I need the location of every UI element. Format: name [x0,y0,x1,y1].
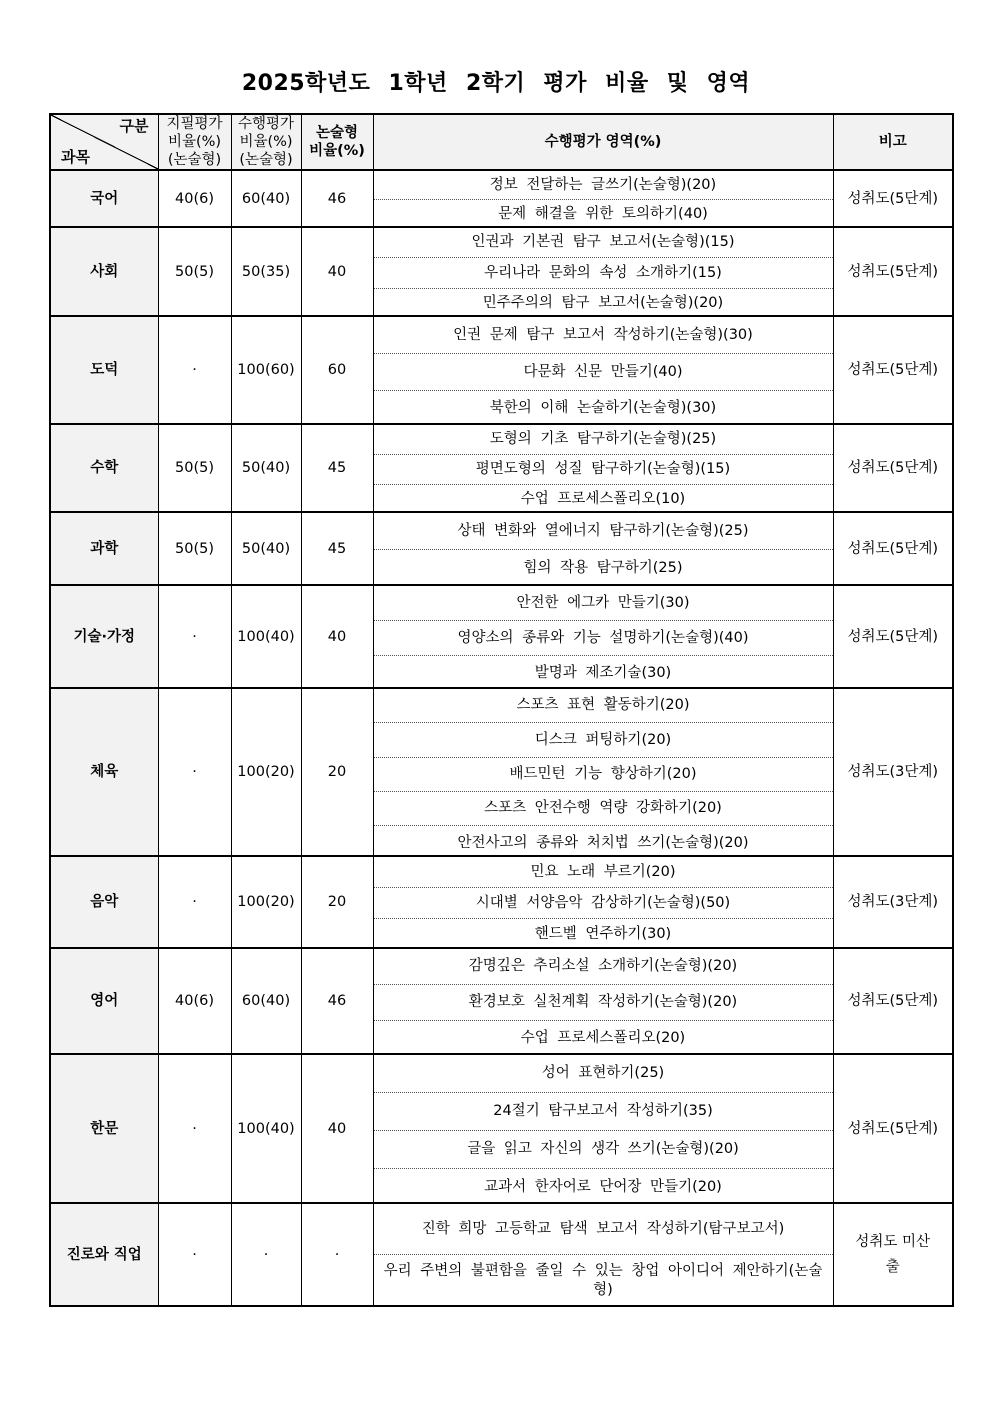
area-list [374,857,833,947]
area-item: 민주주의의 탐구 보고서(논술형)(20) [374,288,833,318]
header-essay [301,114,373,170]
table-row [50,170,953,227]
essay-ratio-cell: 60 [301,316,373,424]
note-text: 성취도(5단계) [847,540,939,557]
header-division: 구분 [119,117,149,135]
header-performance-line: (논술형) [239,152,293,169]
header-performance [231,114,301,170]
essay-ratio-cell: 20 [301,856,373,948]
performance-areas-cell [373,227,833,316]
area-item: 시대별 서양음악 감상하기(논술형)(50) [374,887,833,918]
area-item: 진학 희망 고등학교 탐색 보고서 작성하기(탐구보고서) [421,1220,785,1237]
written-ratio-cell: · [158,316,231,424]
area-item: 스포츠 표현 활동하기(20) [516,697,690,714]
table-row [50,856,953,948]
written-ratio-cell: · [158,585,231,688]
header-written-line: (논술형) [167,152,222,169]
area-item: 북한의 이해 논술하기(논술형)(30) [374,390,833,426]
note-cell [833,170,953,227]
written-ratio-cell: 50(5) [158,424,231,512]
area-item: 힘의 작용 탐구하기(25) [374,549,833,586]
table-row [50,688,953,856]
performance-ratio-cell: 50(40) [231,424,301,512]
subject-cell: 한문 [50,1054,158,1203]
performance-ratio-cell: 100(40) [231,1054,301,1203]
area-item: 성어 표현하기(25) [541,1065,665,1082]
essay-ratio-cell: · [301,1203,373,1306]
performance-ratio-cell: 100(60) [231,316,301,424]
table-row [50,512,953,585]
area-item: 감명깊은 추리소설 소개하기(논술형)(20) [468,958,738,975]
table-row [50,316,953,424]
performance-areas-cell [373,948,833,1054]
header-essay-line: 비율(%) [309,143,365,160]
performance-ratio-cell: 100(40) [231,585,301,688]
performance-areas-cell [373,1054,833,1203]
essay-ratio-cell: 46 [301,170,373,227]
essay-ratio-cell: 40 [301,585,373,688]
area-list [374,513,833,584]
written-ratio-cell: 40(6) [158,948,231,1054]
evaluation-table [49,113,954,1307]
table-row [50,948,953,1054]
subject-cell: 영어 [50,948,158,1054]
area-list [374,586,833,687]
written-ratio-cell: 50(5) [158,227,231,316]
header-written-line: 지필평가 [166,116,223,132]
area-item: 디스크 퍼팅하기(20) [374,722,833,757]
performance-ratio-cell: 60(40) [231,170,301,227]
essay-ratio-cell: 46 [301,948,373,1054]
area-item: 다문화 신문 만들기(40) [374,353,833,390]
subject-cell: 과학 [50,512,158,585]
header-areas: 수행평가 영역(%) [373,114,833,170]
area-item: 평면도형의 성질 탐구하기(논술형)(15) [374,454,833,484]
header-performance-line: 수행평가 [237,116,295,132]
table-row [50,1054,953,1203]
area-item: 영양소의 종류와 기능 설명하기(논술형)(40) [374,620,833,655]
area-list [374,949,833,1053]
area-item: 수업 프로세스폴리오(20) [374,1020,833,1056]
written-ratio-cell: 50(5) [158,512,231,585]
area-item: 24절기 탐구보고서 작성하기(35) [374,1092,833,1130]
area-list [374,1204,833,1305]
header-written-line: 비율(%) [167,134,222,151]
written-ratio-cell: · [158,856,231,948]
subject-cell: 도덕 [50,316,158,424]
table-row [50,424,953,512]
area-item: 스포츠 안전수행 역량 강화하기(20) [374,791,833,825]
area-item: 인권 문제 탐구 보고서 작성하기(논술형)(30) [453,326,753,343]
subject-cell: 사회 [50,227,158,316]
note-cell [833,1054,953,1203]
subject-cell: 음악 [50,856,158,948]
performance-ratio-cell: 50(35) [231,227,301,316]
table-body [50,114,953,1306]
performance-ratio-cell: 60(40) [231,948,301,1054]
written-ratio-cell: · [158,1203,231,1306]
note-text: 성취도(3단계) [847,764,939,781]
performance-areas-cell [373,688,833,856]
area-list [374,689,833,855]
header-subject: 과목 [61,147,90,166]
area-item: 정보 전달하는 글쓰기(논술형)(20) [489,176,717,193]
performance-ratio-cell: · [231,1203,301,1306]
page-title: 2025학년도 1학년 2학기 평가 비율 및 영역 [241,71,751,96]
written-ratio-cell: · [158,1054,231,1203]
performance-ratio-cell: 100(20) [231,856,301,948]
note-cell [833,948,953,1054]
performance-areas-cell [373,1203,833,1306]
area-list [374,171,833,226]
note-text: 성취도(5단계) [847,190,939,207]
essay-ratio-cell: 45 [301,424,373,512]
performance-ratio-cell: 50(40) [231,512,301,585]
area-item: 우리나라 문화의 속성 소개하기(15) [374,257,833,288]
performance-ratio-cell: 100(20) [231,688,301,856]
note-cell [833,227,953,316]
subject-cell: 기술·가정 [50,585,158,688]
area-item: 글을 읽고 자신의 생각 쓰기(논술형)(20) [374,1130,833,1168]
note-text: 성취도(3단계) [847,894,939,911]
note-cell [833,585,953,688]
area-item: 인권과 기본권 탐구 보고서(논술형)(15) [471,234,735,251]
area-list [374,317,833,423]
header-essay-line: 논술형 [315,125,359,142]
header-note: 비고 [833,114,953,170]
note-text: 성취도(5단계) [847,362,939,379]
area-item: 도형의 기초 탐구하기(논술형)(25) [489,431,717,448]
subject-cell: 수학 [50,424,158,512]
performance-areas-cell [373,316,833,424]
subject-cell: 국어 [50,170,158,227]
note-text: 성취도(5단계) [847,1120,939,1137]
area-item: 발명과 제조기술(30) [374,655,833,690]
area-item: 문제 해결을 위한 토의하기(40) [374,199,833,228]
subject-cell: 진로와 직업 [50,1203,158,1306]
table-row [50,585,953,688]
note-cell [833,1203,953,1306]
area-item: 우리 주변의 불편함을 줄일 수 있는 창업 아이디어 제안하기(논술형) [374,1254,833,1307]
subject-cell: 체육 [50,688,158,856]
note-text: 성취도(5단계) [847,460,939,477]
note-text: 성취도 미산출 [855,1234,931,1275]
written-ratio-cell: 40(6) [158,170,231,227]
note-cell [833,688,953,856]
area-list [374,425,833,511]
performance-areas-cell [373,585,833,688]
performance-areas-cell [373,856,833,948]
note-cell [833,316,953,424]
area-item: 민요 노래 부르기(20) [530,863,676,880]
note-text: 성취도(5단계) [847,628,939,645]
table-row [50,227,953,316]
note-text: 성취도(5단계) [847,993,939,1010]
table-row [50,1203,953,1306]
header-diagonal-cell [50,114,158,170]
area-item: 핸드벨 연주하기(30) [374,918,833,950]
area-item: 안전한 에그카 만들기(30) [516,594,690,611]
area-list [374,1055,833,1202]
note-cell [833,424,953,512]
essay-ratio-cell: 40 [301,1054,373,1203]
area-item: 배드민턴 기능 향상하기(20) [374,757,833,791]
area-item: 수업 프로세스폴리오(10) [374,484,833,514]
performance-areas-cell [373,424,833,512]
area-item: 안전사고의 종류와 처치법 쓰기(논술형)(20) [374,825,833,860]
essay-ratio-cell: 40 [301,227,373,316]
area-item: 상태 변화와 열에너지 탐구하기(논술형)(25) [457,522,749,539]
note-text: 성취도(5단계) [847,263,939,280]
area-item: 환경보호 실천계획 작성하기(논술형)(20) [374,984,833,1020]
performance-areas-cell [373,170,833,227]
essay-ratio-cell: 45 [301,512,373,585]
header-written [158,114,231,170]
area-list [374,228,833,315]
header-row [50,114,953,170]
header-performance-line: 비율(%) [239,134,293,151]
essay-ratio-cell: 20 [301,688,373,856]
area-item: 교과서 한자어로 단어장 만들기(20) [374,1168,833,1206]
performance-areas-cell [373,512,833,585]
note-cell [833,512,953,585]
written-ratio-cell: · [158,688,231,856]
note-cell [833,856,953,948]
